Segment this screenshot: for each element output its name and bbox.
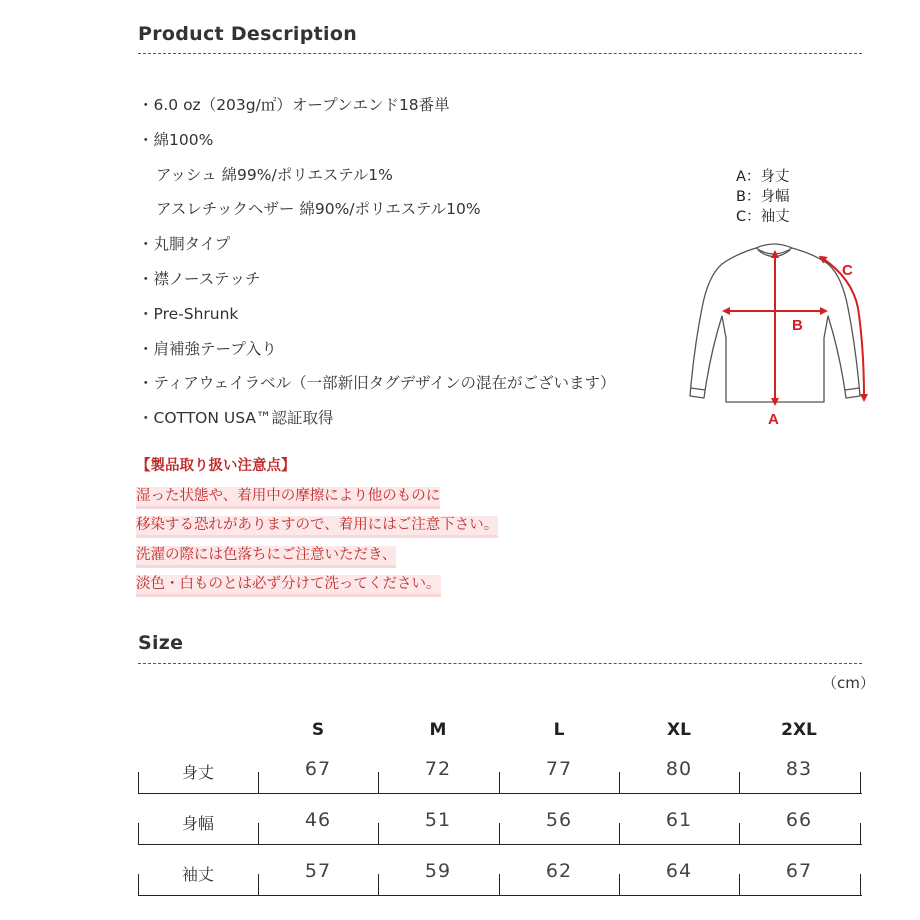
column-tick bbox=[258, 874, 259, 896]
shirt-diagram bbox=[684, 238, 874, 428]
column-tick bbox=[860, 772, 861, 794]
size-cell: 51 bbox=[424, 809, 452, 831]
unit-label: （cm） bbox=[822, 674, 875, 692]
size-cell: 66 bbox=[785, 809, 813, 831]
size-cell: 59 bbox=[424, 860, 452, 882]
column-tick bbox=[499, 874, 500, 896]
size-cell: 67 bbox=[304, 758, 332, 780]
spec-item: アッシュ 綿99%/ポリエステル1% bbox=[156, 165, 393, 184]
size-row bbox=[138, 805, 862, 845]
legend-c: C：袖丈 bbox=[736, 209, 790, 225]
column-tick bbox=[138, 772, 139, 794]
size-row-label: 身幅 bbox=[181, 814, 214, 833]
column-tick bbox=[739, 823, 740, 845]
column-tick bbox=[499, 823, 500, 845]
title-divider bbox=[138, 53, 862, 54]
size-title: Size bbox=[138, 632, 184, 654]
spec-item: ・丸胴タイプ bbox=[138, 235, 231, 254]
size-cell: 62 bbox=[545, 860, 573, 882]
column-tick bbox=[739, 874, 740, 896]
column-tick bbox=[258, 823, 259, 845]
size-cell: 77 bbox=[545, 758, 573, 780]
spec-item: ・綿100% bbox=[138, 130, 214, 149]
column-tick bbox=[378, 874, 379, 896]
size-cell: 67 bbox=[785, 860, 813, 882]
caution-line: 淡色・白ものとは必ず分けて洗ってください。 bbox=[136, 576, 441, 592]
column-tick bbox=[378, 823, 379, 845]
size-column-header: S bbox=[311, 720, 325, 740]
caution-line: 洗濯の際には色落ちにご注意いただき、 bbox=[136, 546, 397, 563]
size-column-header: M bbox=[429, 720, 447, 740]
size-column-header: XL bbox=[667, 720, 691, 740]
spec-item: ・肩補強テープ入り bbox=[138, 339, 277, 358]
size-row bbox=[138, 754, 862, 794]
column-tick bbox=[619, 823, 620, 845]
size-column-header: L bbox=[553, 720, 565, 740]
column-tick bbox=[138, 874, 139, 896]
size-column-header: 2XL bbox=[781, 720, 817, 740]
size-cell: 46 bbox=[304, 809, 332, 831]
size-row bbox=[138, 856, 862, 896]
size-cell: 61 bbox=[665, 809, 693, 831]
row-baseline bbox=[138, 844, 862, 845]
size-cell: 57 bbox=[304, 860, 332, 882]
size-cell: 80 bbox=[665, 758, 693, 780]
column-tick bbox=[258, 772, 259, 794]
label-a: A bbox=[768, 411, 779, 428]
size-row-label: 袖丈 bbox=[181, 865, 214, 884]
product-description-title: Product Description bbox=[138, 23, 358, 45]
column-tick bbox=[619, 772, 620, 794]
care-caution bbox=[136, 455, 498, 603]
label-c: C bbox=[842, 262, 853, 279]
size-cell: 72 bbox=[424, 758, 452, 780]
size-row-label: 身丈 bbox=[181, 763, 214, 782]
column-tick bbox=[378, 772, 379, 794]
measurement-legend bbox=[736, 167, 790, 227]
legend-b: B：身幅 bbox=[736, 189, 790, 205]
column-tick bbox=[739, 772, 740, 794]
size-divider bbox=[138, 663, 862, 664]
column-tick bbox=[860, 874, 861, 896]
column-tick bbox=[138, 823, 139, 845]
row-baseline bbox=[138, 895, 862, 896]
label-b: B bbox=[792, 317, 803, 334]
spec-item: ・襟ノーステッチ bbox=[138, 269, 261, 288]
column-tick bbox=[499, 772, 500, 794]
column-tick bbox=[619, 874, 620, 896]
spec-item: ・COTTON USA™認証取得 bbox=[138, 409, 334, 428]
size-cell: 83 bbox=[785, 758, 813, 780]
size-cell: 64 bbox=[665, 860, 693, 882]
row-baseline bbox=[138, 793, 862, 794]
spec-list bbox=[138, 93, 616, 441]
column-tick bbox=[860, 823, 861, 845]
spec-item: ・Pre-Shrunk bbox=[138, 304, 239, 323]
spec-item: ・6.0 oz（203g/㎡）オープンエンド18番単 bbox=[138, 96, 450, 114]
spec-item: アスレチックヘザー 綿90%/ポリエステル10% bbox=[156, 200, 481, 219]
caution-title: 【製品取り扱い注意点】 bbox=[136, 458, 296, 474]
caution-line: 湿った状態や、着用中の摩擦により他のものに bbox=[136, 487, 441, 504]
size-cell: 56 bbox=[545, 809, 573, 831]
size-header-row bbox=[138, 720, 862, 744]
legend-a: A：身丈 bbox=[736, 169, 790, 185]
spec-item: ・ティアウェイラベル（一部新旧タグデザインの混在がございます） bbox=[138, 374, 616, 393]
caution-line: 移染する恐れがありますので、着用にはご注意下さい。 bbox=[136, 517, 499, 533]
